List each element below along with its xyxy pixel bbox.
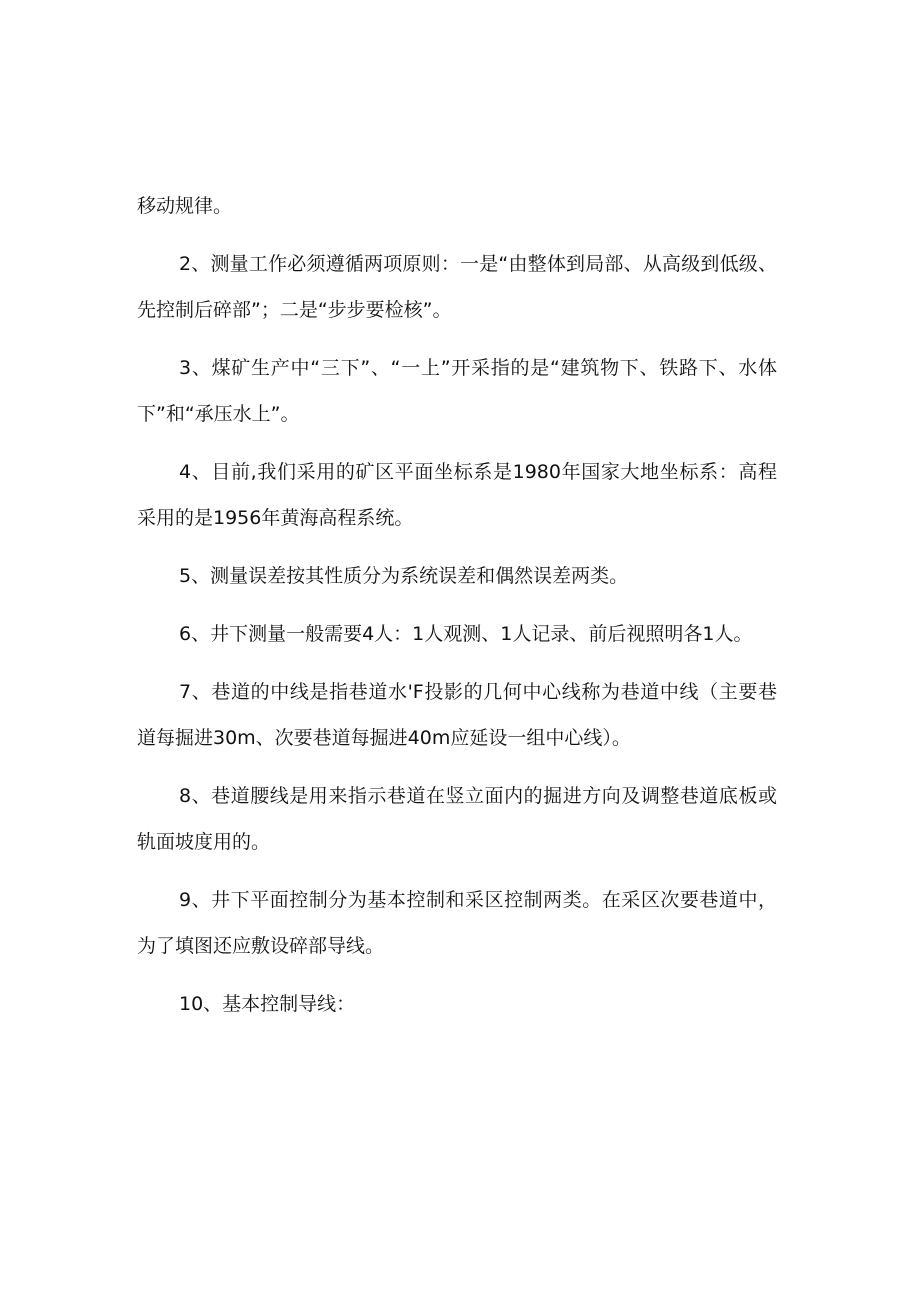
paragraph-item-9: 9、井下平面控制分为基本控制和采区控制两类。在采区次要巷道中，为了填图还应敷设碎部导线。	[137, 889, 777, 957]
paragraph-continuation: 移动规律。	[137, 195, 233, 217]
paragraph-item-5: 5、测量误差按其性质分为系统误差和偶然误差两类。	[179, 565, 629, 587]
paragraph-item-3: 3、煤矿生产中“三下”、“一上”开采指的是“建筑物下、铁路下、水体下”和“承压水上”。	[137, 357, 777, 425]
paragraph-item-8: 8、巷道腰线是用来指示巷道在竖立面内的掘进方向及调整巷道底板或轨面坡度用的。	[137, 785, 777, 853]
paragraph-item-7: 7、巷道的中线是指巷道水'F投影的几何中心线称为巷道中线（主要巷道每掘进30m、次要巷道每掘进40m应延设一组中心线）。	[137, 681, 777, 749]
paragraph-item-10: 10、基本控制导线：	[179, 993, 356, 1015]
paragraph-item-4: 4、目前,我们采用的矿区平面坐标系是1980年国家大地坐标系：高程采用的是1956年黄海高程系统。	[137, 461, 777, 529]
document-body	[137, 183, 777, 1027]
paragraph-item-2: 2、测量工作必须遵循两项原则：一是“由整体到局部、从高级到低级、先控制后碎部”；二是“步步要检核”。	[137, 253, 777, 321]
paragraph-item-6: 6、井下测量一般需要4人：1人观测、1人记录、前后视照明各1人。	[179, 623, 753, 645]
